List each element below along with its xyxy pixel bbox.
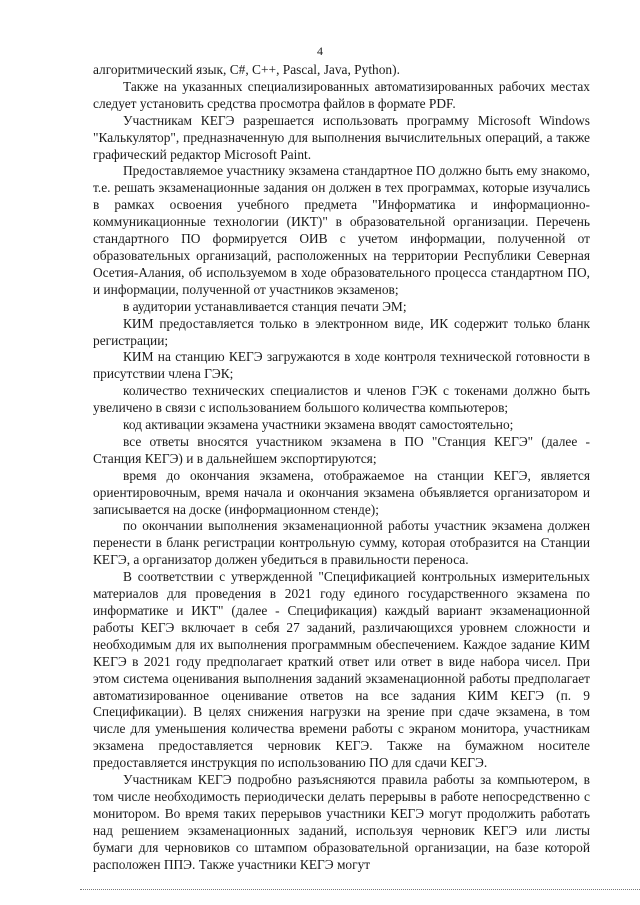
- paragraph: количество технических специалистов и членов ГЭК с токенами должно быть увеличено в связи с использованием большого количества компьютеров;: [93, 383, 590, 416]
- paragraph: время до окончания экзамена, отображаемое на станции КЕГЭ, является ориентировочным, время начала и окончания экзамена объявляется организатором и записывается на доске (информационном стенде);: [93, 467, 590, 517]
- paragraph: алгоритмический язык, C#, C++, Pascal, Java, Python).: [93, 62, 400, 77]
- paragraph: в аудитории устанавливается станция печати ЭМ;: [123, 298, 407, 314]
- paragraph: В соответствии с утвержденной "Спецификацией контрольных измерительных материалов для проведения в 2021 году единого государственного экзамена по информатике и ИКТ" (далее - Спецификация) каждый вариант экзаменационной работы КЕГЭ включает в себя 27 заданий, различающихся уровнем сложности и необходимым для их выполнения программным обеспечением. Каждое задание КИМ КЕГЭ в 2021 году предполагает краткий ответ или ответ в виде набора чисел. При этом система оценивания выполнения заданий экзаменационной работы предполагает автоматизированное оценивание ответов на все задания КИМ КЕГЭ (п. 9 Спецификации). В целях снижения нагрузки на зрение при сдаче экзамена, в том числе для уменьшения количества времени работы с экраном монитора, участникам экзамена предоставляется черновик КЕГЭ. Также на бумажном носителе предоставляется инструкция по использованию ПО для сдачи КЕГЭ.: [93, 569, 590, 771]
- paragraph: Участникам КЕГЭ разрешается использовать программу Microsoft Windows "Калькулятор", предназначенную для выполнения вычислительных операций, а также графический редактор Microsoft Paint.: [93, 112, 590, 162]
- paragraph: Участникам КЕГЭ подробно разъясняются правила работы за компьютером, в том числе необходимость периодически делать перерывы в работе непосредственно с монитором. Во время таких перерывов участники КЕГЭ могут продолжить работать над решением экзаменационных заданий, используя черновик КЕГЭ или листы бумаги для черновиков со штампом образовательной организации, на базе которой расположен ППЭ. Также участники КЕГЭ могут: [93, 772, 590, 872]
- paragraph: КИМ на станцию КЕГЭ загружаются в ходе контроля технической готовности в присутствии члена ГЭК;: [93, 349, 590, 382]
- page-number: 4: [317, 44, 323, 58]
- document-body: [93, 62, 590, 874]
- paragraph: код активации экзамена участники экзамена вводят самостоятельно;: [123, 417, 514, 433]
- scan-edge-divider: [80, 889, 640, 890]
- paragraph: по окончании выполнения экзаменационной работы участник экзамена должен перенести в бланк регистрации контрольную сумму, которая отобразится на Станции КЕГЭ, а организатор должен убедиться в правильности переноса.: [93, 518, 590, 568]
- paragraph: КИМ предоставляется только в электронном виде, ИК содержит только бланк регистрации;: [93, 315, 590, 348]
- paragraph: Предоставляемое участнику экзамена стандартное ПО должно быть ему знакомо, т.е. решать экзаменационные задания он должен в тех программах, которые изучались в рамках освоения учебного предмета "Информатика и информационно-коммуникационные технологии (ИКТ)" в образовательной организации. Перечень стандартного ПО формируется ОИВ с учетом информации, полученной от образовательных организаций, расположенных на территории Республики Северная Осетия-Алания, об используемом в ходе образовательного процесса стандартном ПО, и информации, полученной от участников экзаменов;: [93, 163, 590, 297]
- paragraph: все ответы вносятся участником экзамена в ПО "Станция КЕГЭ" (далее - Станция КЕГЭ) и в дальнейшем экспортируются;: [93, 433, 590, 466]
- paragraph: Также на указанных специализированных автоматизированных рабочих местах следует установить средства просмотра файлов в формате PDF.: [93, 78, 590, 111]
